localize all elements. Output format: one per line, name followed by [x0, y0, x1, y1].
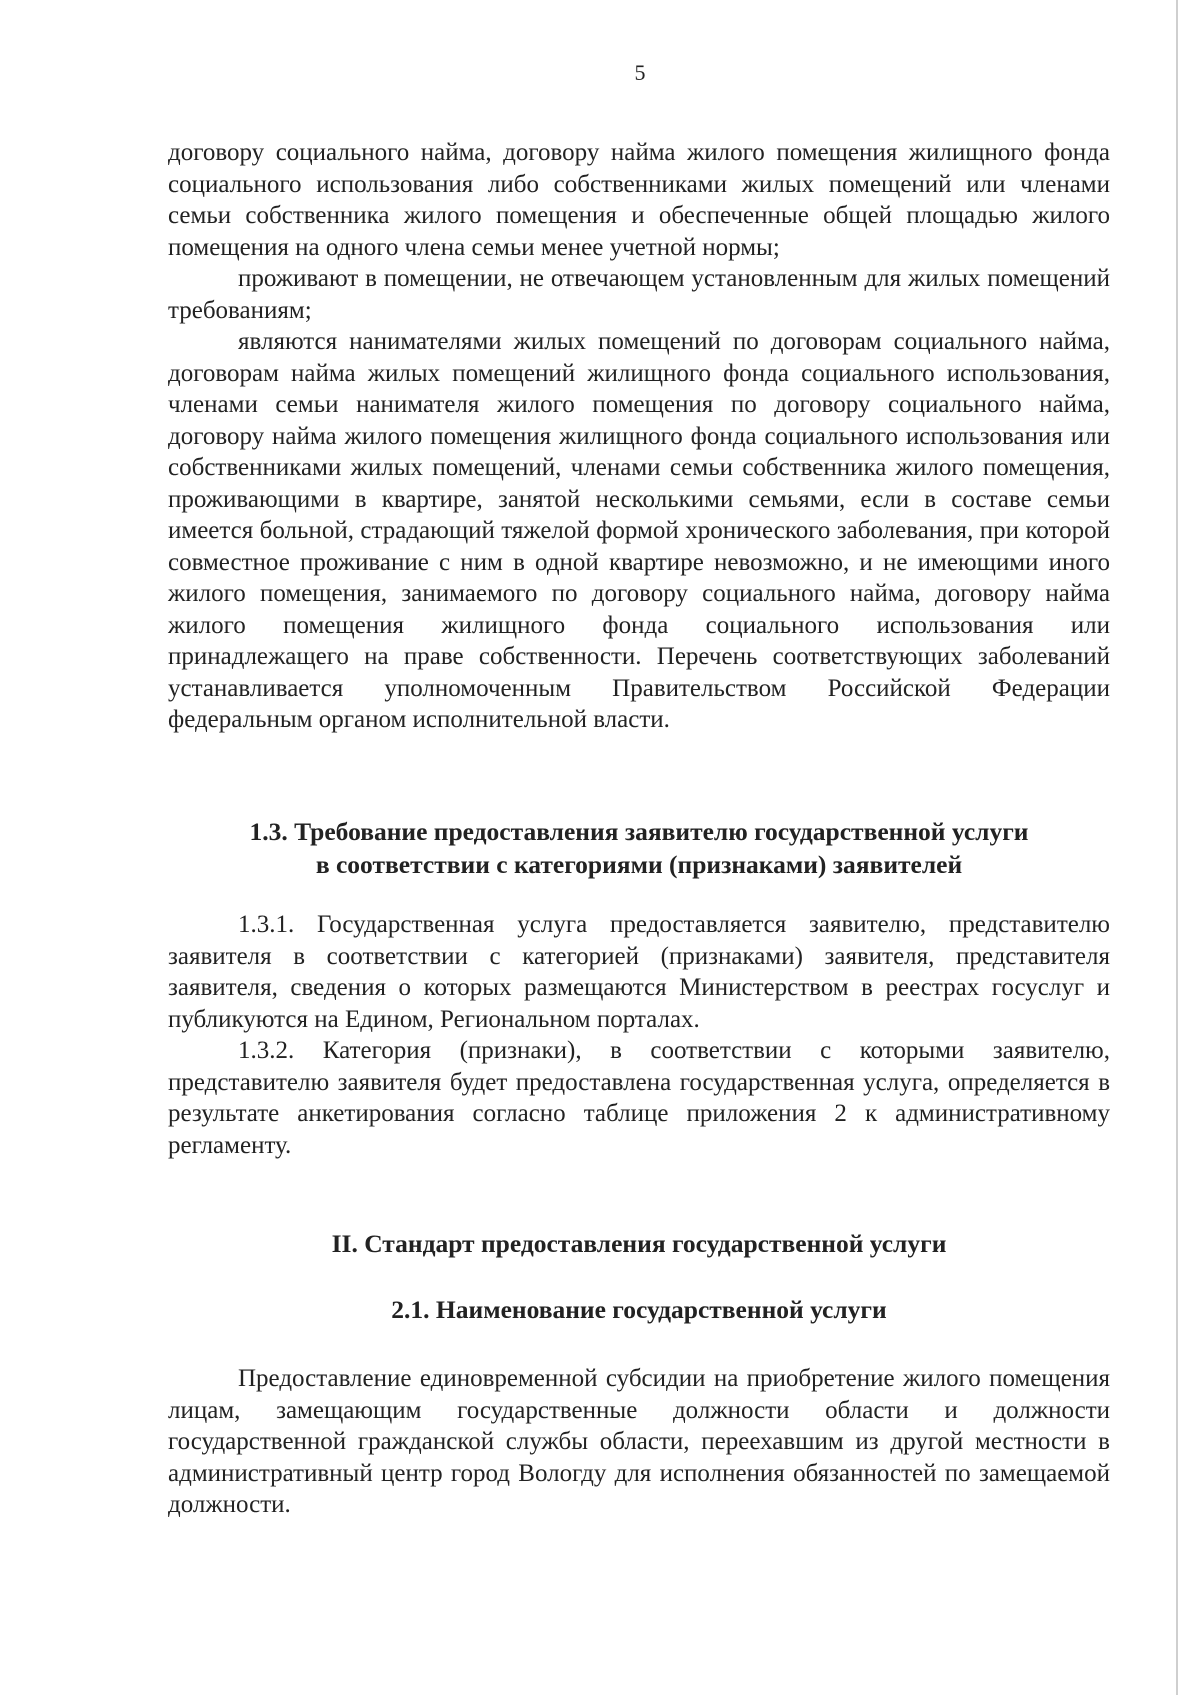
page-edge-line [1176, 0, 1178, 1695]
paragraph: Предоставление единовременной субсидии на приобретение жилого помещения лицам, замещающим государственные должности области и должности государственной гражданской службы области, переехавшим из другой местности в административный центр город Вологду для исполнения обязанностей по замещаемой должности. [168, 1365, 1110, 1518]
section-ii-heading: II. Стандарт предоставления государственной услуги [331, 1229, 947, 1258]
section-1-2-continued [168, 137, 1110, 736]
paragraph: проживают в помещении, не отвечающем установленным для жилых помещений требованиям; [168, 265, 1110, 324]
section-1-3-body [168, 909, 1110, 1161]
paragraph: являются нанимателями жилых помещений по договорам социального найма, договорам найма жилых помещений жилищного фонда социального использования, членами семьи нанимателя жилого помещения по договору социального найма, договору найма жилого помещения жилищного фонда социального использования или собственниками жилых помещений, членами семьи собственника жилого помещения, проживающими в квартире, занятой несколькими семьями, если в составе семьи имеется больной, страдающий тяжелой формой хронического заболевания, при которой совместное проживание с ним в одной квартире невозможно, и не имеющими иного жилого помещения, занимаемого по договору социального найма, договору найма жилого помещения жилищного фонда социального использования или принадлежащего на праве собственности. Перечень соответствующих заболеваний устанавливается уполномоченным Правительством Российской Федерации федеральным органом исполнительной власти. [168, 328, 1110, 733]
page-number: 5 [634, 60, 646, 85]
section-2-1-heading: 2.1. Наименование государственной услуги [391, 1295, 887, 1324]
paragraph: 1.3.2. Категория (признаки), в соответствии с которыми заявителю, представителю заявителя будет предоставлена государственная услуга, определяется в результате анкетирования согласно таблице приложения 2 к административному регламенту. [168, 1037, 1110, 1159]
section-1-3-heading [168, 815, 1110, 881]
section-2-1-body [168, 1363, 1110, 1521]
paragraph: договору социального найма, договору найма жилого помещения жилищного фонда социального использования либо собственниками жилых помещений или членами семьи собственника жилого помещения и обеспеченные общей площадью жилого помещения на одного члена семьи менее учетной нормы; [168, 139, 1110, 261]
heading-line: в соответствии с категориями (признаками) заявителей [315, 850, 963, 879]
heading-line: 1.3. Требование предоставления заявителю государственной услуги [249, 817, 1029, 846]
paragraph: 1.3.1. Государственная услуга предоставляется заявителю, представителю заявителя в соответствии с категорией (признаками) заявителя, представителя заявителя, сведения о которых размещаются Министерством в реестрах госуслуг и публикуются на Едином, Региональном порталах. [168, 911, 1110, 1033]
